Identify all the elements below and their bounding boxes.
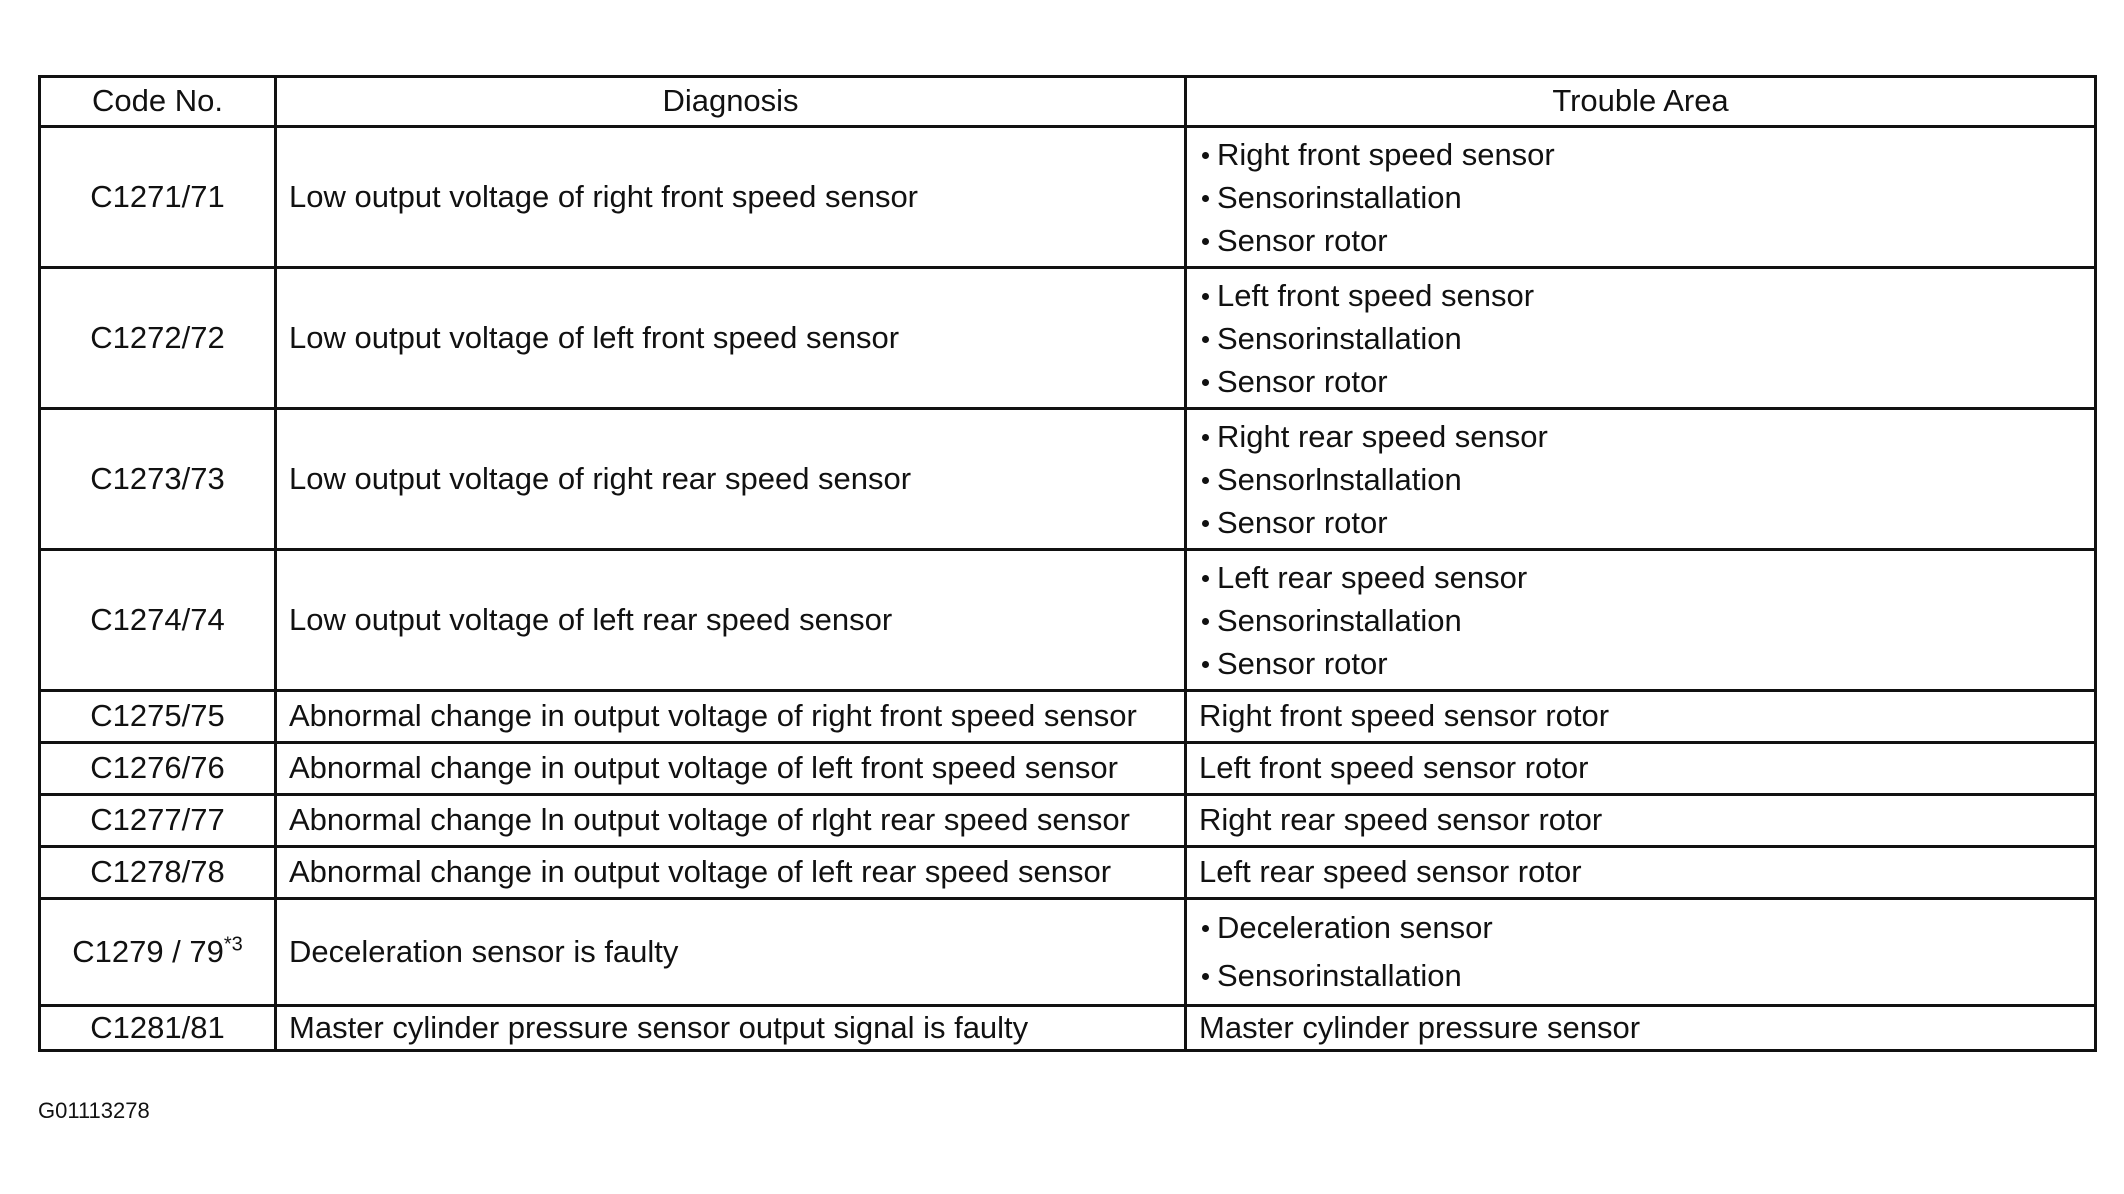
table-row: [40, 127, 2096, 268]
diagnosis-cell: Abnormal change in output voltage of left rear speed sensor: [276, 847, 1186, 899]
trouble-area-cell: [1186, 550, 2096, 691]
table-header-row: [40, 77, 2096, 127]
table-row: [40, 899, 2096, 1006]
header-trouble-area: Trouble Area: [1186, 77, 2096, 127]
figure-id: G01113278: [38, 1098, 150, 1123]
trouble-area-cell: Right rear speed sensor rotor: [1186, 795, 2096, 847]
trouble-area-cell: [1186, 899, 2096, 1006]
trouble-area-list: [1199, 133, 2094, 262]
code-cell: C1276/76: [40, 743, 276, 795]
diagnosis-cell: Low output voltage of left front speed sensor: [276, 268, 1186, 409]
trouble-area-item: Sensorlnstallation: [1199, 458, 2094, 501]
diagnosis-cell: Abnormal change ln output voltage of rlght rear speed sensor: [276, 795, 1186, 847]
code-cell: C1274/74: [40, 550, 276, 691]
trouble-area-list: [1199, 274, 2094, 403]
diagnosis-cell: Low output voltage of left rear speed sensor: [276, 550, 1186, 691]
table-row: [40, 1006, 2096, 1051]
trouble-area-item: Deceleration sensor: [1199, 904, 2094, 952]
diagnosis-cell: Abnormal change in output voltage of left front speed sensor: [276, 743, 1186, 795]
trouble-area-list: [1199, 556, 2094, 685]
trouble-area-item: Sensorinstallation: [1199, 599, 2094, 642]
trouble-area-item: Left front speed sensor: [1199, 274, 2094, 317]
code-cell: [40, 899, 276, 1006]
trouble-area-cell: [1186, 409, 2096, 550]
trouble-area-item: Sensor rotor: [1199, 642, 2094, 685]
trouble-area-list: [1199, 904, 2094, 1000]
diagnosis-cell: Low output voltage of right rear speed sensor: [276, 409, 1186, 550]
trouble-area-item: Sensor rotor: [1199, 501, 2094, 544]
diagnosis-cell: Deceleration sensor is faulty: [276, 899, 1186, 1006]
table-row: [40, 550, 2096, 691]
trouble-area-cell: Right front speed sensor rotor: [1186, 691, 2096, 743]
trouble-area-item: Sensorinstallation: [1199, 952, 2094, 1000]
table-row: [40, 268, 2096, 409]
trouble-area-item: Sensor rotor: [1199, 360, 2094, 403]
diagnosis-cell: Low output voltage of right front speed sensor: [276, 127, 1186, 268]
diagnostic-code-table: [38, 75, 2097, 1052]
header-code-no: Code No.: [40, 77, 276, 127]
code-cell: C1281/81: [40, 1006, 276, 1051]
trouble-area-cell: Left rear speed sensor rotor: [1186, 847, 2096, 899]
trouble-area-cell: [1186, 127, 2096, 268]
trouble-area-item: Sensorinstallation: [1199, 176, 2094, 219]
trouble-area-list: [1199, 415, 2094, 544]
table-row: [40, 409, 2096, 550]
diagnosis-cell: Abnormal change in output voltage of right front speed sensor: [276, 691, 1186, 743]
code-cell: C1278/78: [40, 847, 276, 899]
code-text: C1279 / 79: [72, 933, 224, 969]
trouble-area-cell: Left front speed sensor rotor: [1186, 743, 2096, 795]
trouble-area-cell: Master cylinder pressure sensor: [1186, 1006, 2096, 1051]
trouble-area-cell: [1186, 268, 2096, 409]
trouble-area-item: Right rear speed sensor: [1199, 415, 2094, 458]
table-row: [40, 847, 2096, 899]
code-cell: C1271/71: [40, 127, 276, 268]
code-cell: C1272/72: [40, 268, 276, 409]
table-row: [40, 795, 2096, 847]
table-row: [40, 691, 2096, 743]
code-footnote-marker: *3: [223, 933, 243, 956]
code-cell: C1275/75: [40, 691, 276, 743]
diagnosis-cell: Master cylinder pressure sensor output signal is faulty: [276, 1006, 1186, 1051]
table-row: [40, 743, 2096, 795]
trouble-area-item: Sensorinstallation: [1199, 317, 2094, 360]
trouble-area-item: Sensor rotor: [1199, 219, 2094, 262]
trouble-area-item: Right front speed sensor: [1199, 133, 2094, 176]
header-diagnosis: Diagnosis: [276, 77, 1186, 127]
trouble-area-item: Left rear speed sensor: [1199, 556, 2094, 599]
code-cell: C1277/77: [40, 795, 276, 847]
code-cell: C1273/73: [40, 409, 276, 550]
